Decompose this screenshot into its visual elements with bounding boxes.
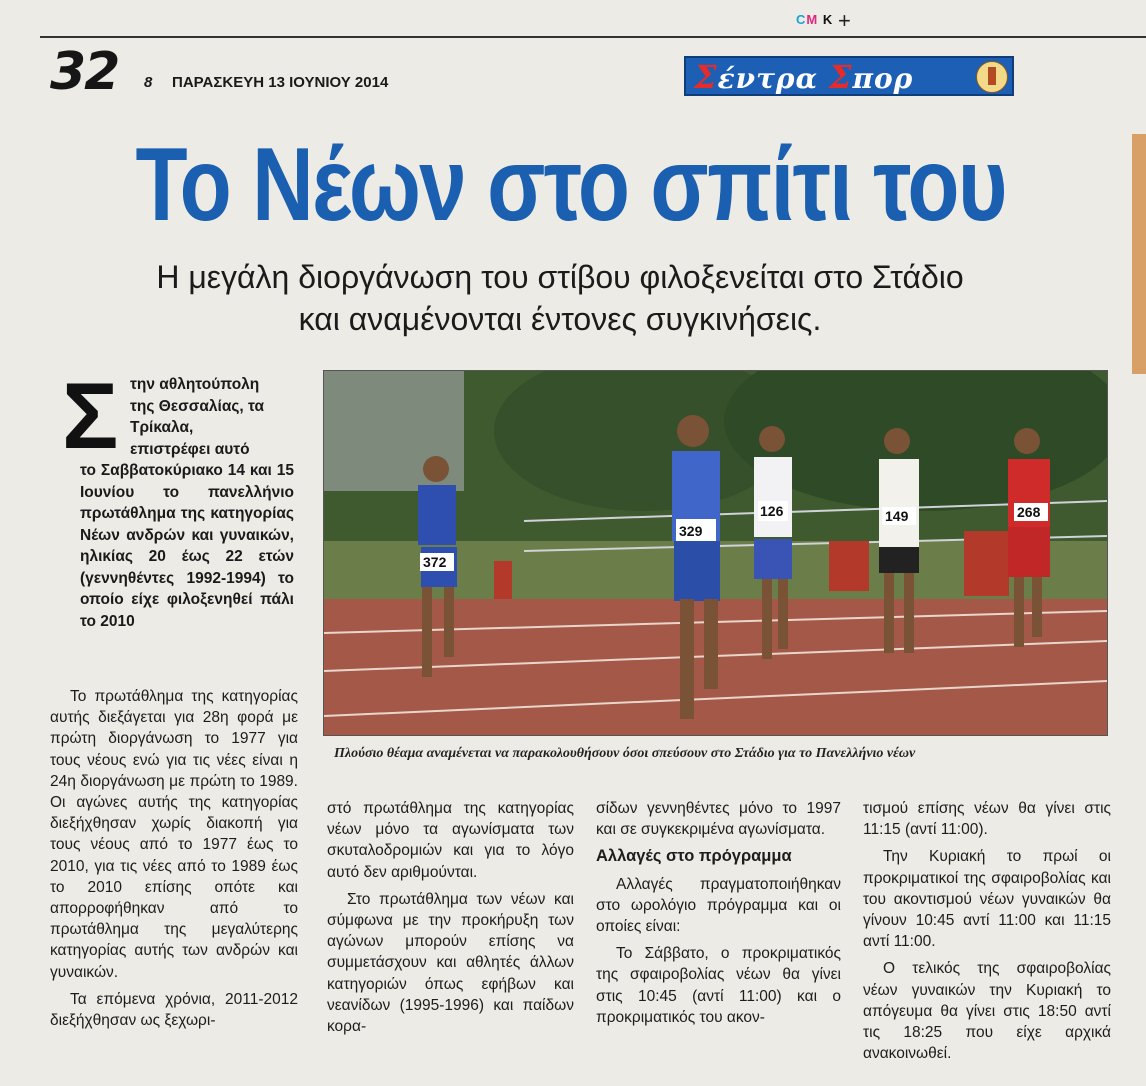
section-subtitle: Αλλαγές στο πρόγραμμα — [596, 847, 792, 866]
paragraph: τισμού επίσης νέων θα γίνει στις 11:15 (αντί 11:00). — [863, 800, 1111, 839]
subheadline: Η μεγάλη διοργάνωση του στίβου φιλοξενείται στο Στάδιο και αναμένονται έντονες συγκινήσεις. — [156, 259, 964, 337]
paragraph: Αλλαγές πραγματοποιήθηκαν στο ωρολόγιο πρόγραμμα και οι οποίες είναι: — [596, 875, 841, 936]
bib-149: 149 — [885, 508, 909, 524]
sprinters-photo-illustration — [324, 371, 1107, 735]
lead-text-top: την αθλητούπολη της Θεσσαλίας, τα Τρίκαλα, επιστρέφει αυτό — [130, 376, 265, 458]
paragraph: Στο πρωτάθλημα των νέων και σύμφωνα με την προκήρυξη των αγώνων μπορούν επίσης να συμμετάσχουν και αθλητές άλλων κατηγοριών όπως εφήβων και νεανίδων (1995-1996) και παίδων κορα- — [327, 890, 574, 1036]
race-photo — [323, 370, 1108, 736]
section-logo — [684, 56, 1014, 96]
body-column-2 — [327, 798, 574, 1043]
crosshair-icon: + — [838, 8, 851, 33]
page-sub-number: 8 — [144, 74, 153, 91]
headline: Το Νέων στο σπίτι του — [135, 127, 1006, 243]
bib-126: 126 — [760, 503, 784, 519]
body-column-1 — [50, 686, 298, 1037]
paragraph: Ο τελικός της σφαιροβολίας νέων γυναικών την Κυριακή το απόγευμα θα γίνει στις 18:50 αντί τις 18:25 που είχε αρχικά ανακοινωθεί. — [863, 960, 1111, 1063]
lead-text: το Σαββατοκύριακο 14 και 15 Ιουνίου το πανελλήνιο πρωτάθλημα της κατηγορίας Νέων ανδρών και γυναικών, ηλικίας 20 έως 22 ετών (γεννηθέντες 1992-1994) το οποίο είχε φιλοξενηθεί πάλι το 2010 — [80, 462, 294, 630]
body-column-4 — [863, 798, 1111, 1070]
adjacent-page-edge — [1132, 134, 1146, 374]
bib-268: 268 — [1017, 504, 1041, 520]
section-logo-text: Σέντρα Σπορ — [694, 58, 914, 96]
body-column-3 — [596, 798, 841, 1034]
paragraph: στό πρωτάθλημα της κατηγορίας νέων μόνο τα αγωνίσματα των σκυταλοδρομιών και για το λόγο αυτό δεν αριθμούνται. — [327, 800, 574, 881]
paragraph: Τα επόμενα χρόνια, 2011-2012 διεξήχθησαν ως ξεχωρι- — [50, 990, 298, 1030]
lighthouse-icon — [976, 61, 1008, 93]
page-number: 32 — [50, 42, 119, 102]
drop-cap: Σ — [62, 363, 119, 468]
bib-372: 372 — [423, 554, 447, 570]
photo-caption: Πλούσιο θέαμα αναμένεται να παρακολουθήσουν όσοι σπεύσουν στο Στάδιο για το Πανελλήνιο νέων — [334, 746, 916, 761]
paragraph: Την Κυριακή το πρωί οι προκριματικοί της σφαιροβολίας και του ακοντισμού νέων γυναικών θα γίνουν 10:45 αντί 11:00 και 11:15 αντί 11:00. — [863, 848, 1111, 951]
paragraph: Το Σάββατο, ο προκριματικός της σφαιροβολίας νέων θα γίνει στις 10:45 (αντί 11:00) και ο προκριματικός του ακον- — [596, 945, 841, 1026]
issue-date: ΠΑΡΑΣΚΕΥΗ 13 ΙΟΥΝΙΟΥ 2014 — [172, 74, 389, 91]
bib-329: 329 — [679, 523, 703, 539]
paragraph: Το πρωτάθλημα της κατηγορίας αυτής διεξάγεται για 28η φορά με πρώτη διοργάνωση το 1977 για τους νέους ενώ για τις νέες είναι η 24η διοργάνωση με πρώτη το 1989. Οι αγώνες αυτής της κατηγορίας διεξήχθησαν χωρίς διακοπή για τους νέους από το 1977 έως το 2010, για τις νέες από το 1989 έως το 2010 επίσης οπότε και απορροφήθηκαν από το πρωτάθλημα της μεγαλύτερης κατηγορίας αυτής των ανδρών και γυναικών. — [50, 688, 298, 981]
color-registration-mark: CM K — [796, 12, 834, 27]
paragraph: σίδων γεννηθέντες μόνο το 1997 και σε συγκεκριμένα αγωνίσματα. — [596, 800, 841, 839]
header-rule — [40, 36, 1146, 38]
